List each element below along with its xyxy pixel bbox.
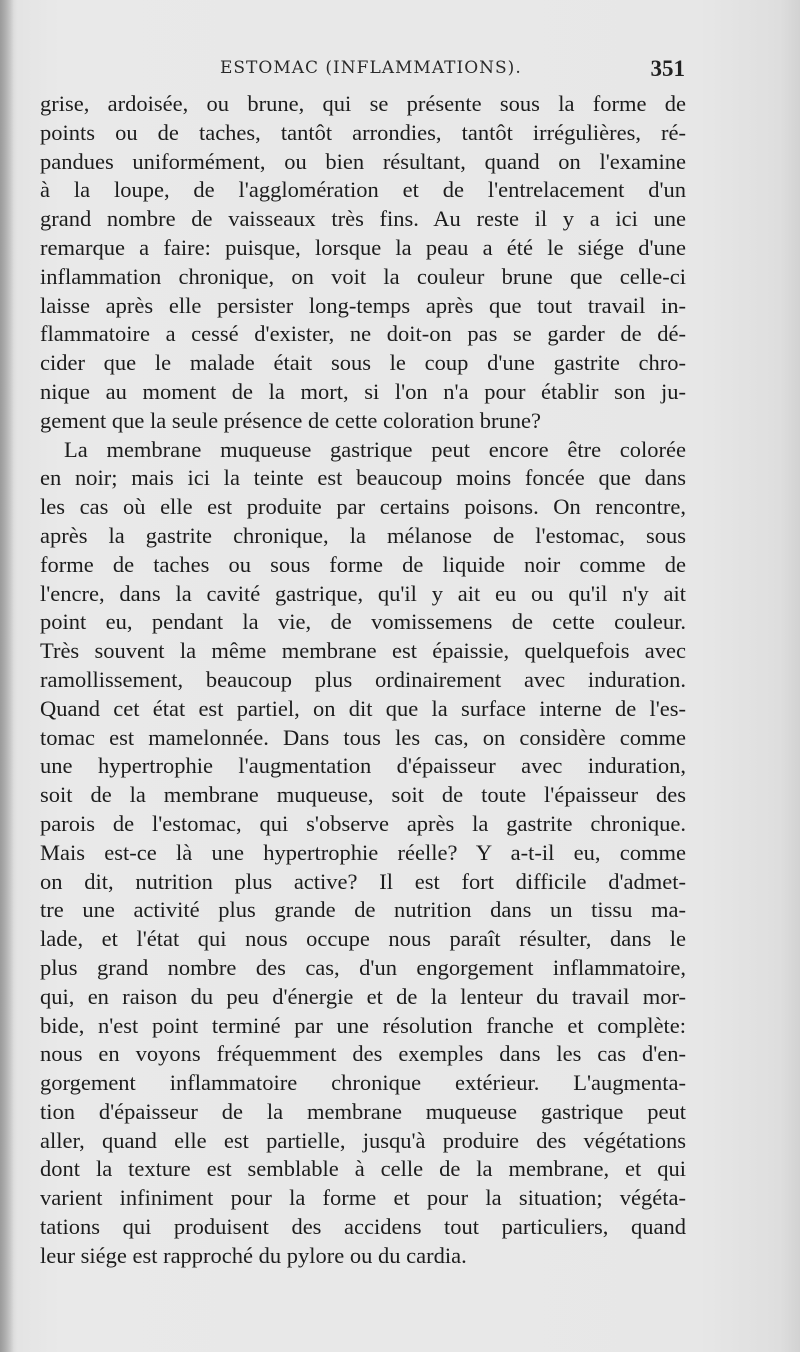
- text-line: flammatoire a cessé d'exister, ne doit-on pas se garder de dé-: [40, 321, 686, 347]
- text-line: lade, et l'état qui nous occupe nous paraît résulter, dans le: [40, 926, 686, 952]
- text-line: tations qui produisent des accidens tout particuliers, quand: [40, 1214, 686, 1240]
- body-text: [40, 90, 686, 1271]
- text-line: Très souvent la même membrane est épaissie, quelquefois avec: [40, 638, 686, 664]
- text-line: inflammation chronique, on voit la couleur brune que celle-ci: [40, 263, 686, 289]
- text-line: aller, quand elle est partielle, jusqu'à produire des végétations: [40, 1127, 686, 1153]
- text-line: La membrane muqueuse gastrique peut encore être colorée: [64, 436, 686, 462]
- text-line: à la loupe, de l'agglomération et de l'entrelacement d'un: [40, 177, 686, 203]
- text-line: leur siége est rapproché du pylore ou du cardia.: [40, 1242, 467, 1268]
- running-header: [40, 58, 685, 88]
- text-line: on dit, nutrition plus active? Il est fort difficile d'admet-: [40, 868, 686, 894]
- paragraphs: [40, 90, 686, 1271]
- text-line: tion d'épaisseur de la membrane muqueuse gastrique peut: [40, 1098, 686, 1124]
- text-line: pandues uniformément, ou bien résultant, quand on l'examine: [40, 148, 686, 174]
- paragraph: [40, 436, 686, 1271]
- text-line: après la gastrite chronique, la mélanose de l'estomac, sous: [40, 522, 686, 548]
- text-line: Quand cet état est partiel, on dit que la surface interne de l'es-: [40, 695, 686, 721]
- text-line: grise, ardoisée, ou brune, qui se présente sous la forme de: [40, 91, 686, 116]
- text-line: en noir; mais ici la teinte est beaucoup moins foncée que dans: [40, 465, 686, 491]
- text-line: nous en voyons fréquemment des exemples dans les cas d'en-: [40, 1041, 686, 1067]
- text-line: tre une activité plus grande de nutrition dans un tissu ma-: [40, 897, 686, 923]
- text-line: gement que la seule présence de cette coloration brune?: [40, 407, 542, 433]
- text-line: bide, n'est point terminé par une résolution franche et complète:: [40, 1012, 686, 1038]
- text-line: gorgement inflammatoire chronique extérieur. L'augmenta-: [40, 1070, 686, 1096]
- running-title: ESTOMAC (INFLAMMATIONS).: [220, 58, 522, 78]
- text-line: forme de taches ou sous forme de liquide noir comme de: [40, 551, 686, 577]
- text-line: qui, en raison du peu d'énergie et de la lenteur du travail mor-: [40, 983, 686, 1009]
- text-line: cider que le malade était sous le coup d'une gastrite chro-: [40, 350, 686, 376]
- text-line: varient infiniment pour la forme et pour la situation; végéta-: [40, 1185, 686, 1211]
- text-line: Mais est-ce là une hypertrophie réelle? Y a-t-il eu, comme: [40, 839, 686, 865]
- text-line: remarque a faire: puisque, lorsque la peau a été le siége d'une: [40, 234, 686, 260]
- text-line: ramollissement, beaucoup plus ordinairement avec induration.: [40, 666, 686, 692]
- text-line: parois de l'estomac, qui s'observe après la gastrite chronique.: [40, 810, 686, 836]
- text-line: les cas où elle est produite par certains poisons. On rencontre,: [40, 494, 686, 520]
- text-line: tomac est mamelonnée. Dans tous les cas, on considère comme: [40, 724, 686, 750]
- text-line: points ou de taches, tantôt arrondies, tantôt irrégulières, ré-: [40, 119, 686, 145]
- text-line: soit de la membrane muqueuse, soit de toute l'épaisseur des: [40, 782, 686, 808]
- page-number: 351: [650, 56, 685, 81]
- text-line: l'encre, dans la cavité gastrique, qu'il y ait eu ou qu'il n'y ait: [40, 580, 686, 606]
- paragraph: [40, 90, 686, 436]
- text-line: une hypertrophie l'augmentation d'épaisseur avec induration,: [40, 753, 686, 779]
- text-line: grand nombre de vaisseaux très fins. Au reste il y a ici une: [40, 206, 686, 232]
- text-line: dont la texture est semblable à celle de la membrane, et qui: [40, 1156, 686, 1182]
- text-line: nique au moment de la mort, si l'on n'a pour établir son ju-: [40, 378, 686, 404]
- text-line: laisse après elle persister long-temps après que tout travail in-: [40, 292, 686, 318]
- text-line: point eu, pendant la vie, de vomissemens de cette couleur.: [40, 609, 686, 635]
- text-line: plus grand nombre des cas, d'un engorgement inflammatoire,: [40, 954, 686, 980]
- page-gutter-shadow: [0, 0, 14, 1352]
